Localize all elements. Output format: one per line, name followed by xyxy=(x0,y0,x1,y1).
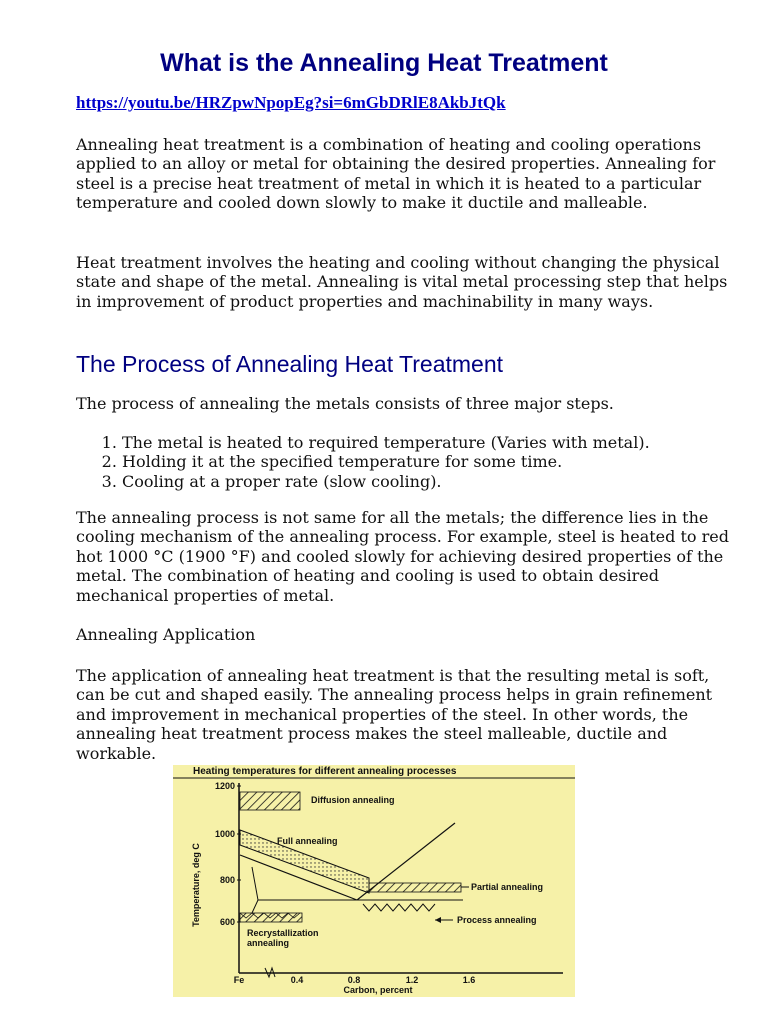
y-tick-label: 600 xyxy=(219,917,235,927)
process-detail-paragraph: The annealing process is not same for all the metals; the difference lies in the cooling mechanism of the annealing process. For example, steel is heated to red hot 1000 °C (1900 °F) and cooled slowly for achieving desired properties of the metal. The combination of heating and cooling is used to obtain desired mechanical properties of metal. xyxy=(76,508,729,605)
y-tick-label: 800 xyxy=(219,875,235,885)
partial-annealing-label: Partial annealing xyxy=(471,882,544,892)
steps-list xyxy=(76,433,762,491)
diffusion-annealing-label: Diffusion annealing xyxy=(311,795,395,805)
list-item: 1. The metal is heated to required temperature (Varies with metal). xyxy=(122,433,762,452)
figure-title: Heating temperatures for different annealing processes xyxy=(193,766,457,777)
process-annealing-region xyxy=(363,904,435,911)
annealing-diagram xyxy=(173,765,575,997)
video-link[interactable]: https://youtu.be/HRZpwNpopEg?si=6mGbDRlE8AkbJtQk xyxy=(76,93,506,112)
list-item: 2. Holding it at the specified temperature for some time. xyxy=(122,452,762,471)
x-tick-label: 0.8 xyxy=(347,975,361,985)
application-subheading: Annealing Application xyxy=(76,625,256,644)
axis-break xyxy=(265,968,275,977)
x-tick-label: 0.4 xyxy=(290,975,304,985)
intro-paragraph: Annealing heat treatment is a combination of heating and cooling operations applied to an alloy or metal for obtaining the desired properties. Annealing for steel is a precise heat treatment of metal in which it is heated to a particular temperature and cooled down slowly to make it ductile and malleable. xyxy=(76,135,716,213)
recrystallization-label-line2: annealing xyxy=(247,938,290,948)
y-tick-label: 1000 xyxy=(214,829,235,839)
recrystallization-label-line1: Recrystallization xyxy=(247,928,319,938)
partial-annealing-region xyxy=(369,883,461,892)
process-annealing-label: Process annealing xyxy=(457,915,537,925)
full-annealing-label: Full annealing xyxy=(277,836,338,846)
x-tick-label: 1.2 xyxy=(405,975,419,985)
application-paragraph: The application of annealing heat treatment is that the resulting metal is soft, can be cut and shaped easily. The annealing process helps in grain refinement and improvement in mechanical properties of the steel. In other words, the annealing heat treatment process makes the steel malleable, ductile and workable. xyxy=(76,666,713,763)
y-tick-label: 1200 xyxy=(214,781,235,791)
y-axis-label: Temperature, deg C xyxy=(191,843,201,927)
process-annealing-arrowhead xyxy=(435,917,441,923)
process-intro-paragraph: The process of annealing the metals consists of three major steps. xyxy=(76,394,614,413)
diffusion-annealing-region xyxy=(240,792,300,810)
ferrite-boundary xyxy=(252,867,258,913)
x-axis-label: Carbon, percent xyxy=(343,985,413,995)
section-heading-process: The Process of Annealing Heat Treatment xyxy=(76,351,504,377)
list-item: 3. Cooling at a proper rate (slow cooling). xyxy=(122,472,762,491)
x-tick-label: Fe xyxy=(233,975,245,985)
heat-treatment-paragraph: Heat treatment involves the heating and cooling without changing the physical state and shape of the metal. Annealing is vital metal processing step that helps in improvement of product properties and machinability in many ways. xyxy=(76,253,728,311)
page-title: What is the Annealing Heat Treatment xyxy=(160,49,608,77)
x-tick-label: 1.6 xyxy=(462,975,476,985)
